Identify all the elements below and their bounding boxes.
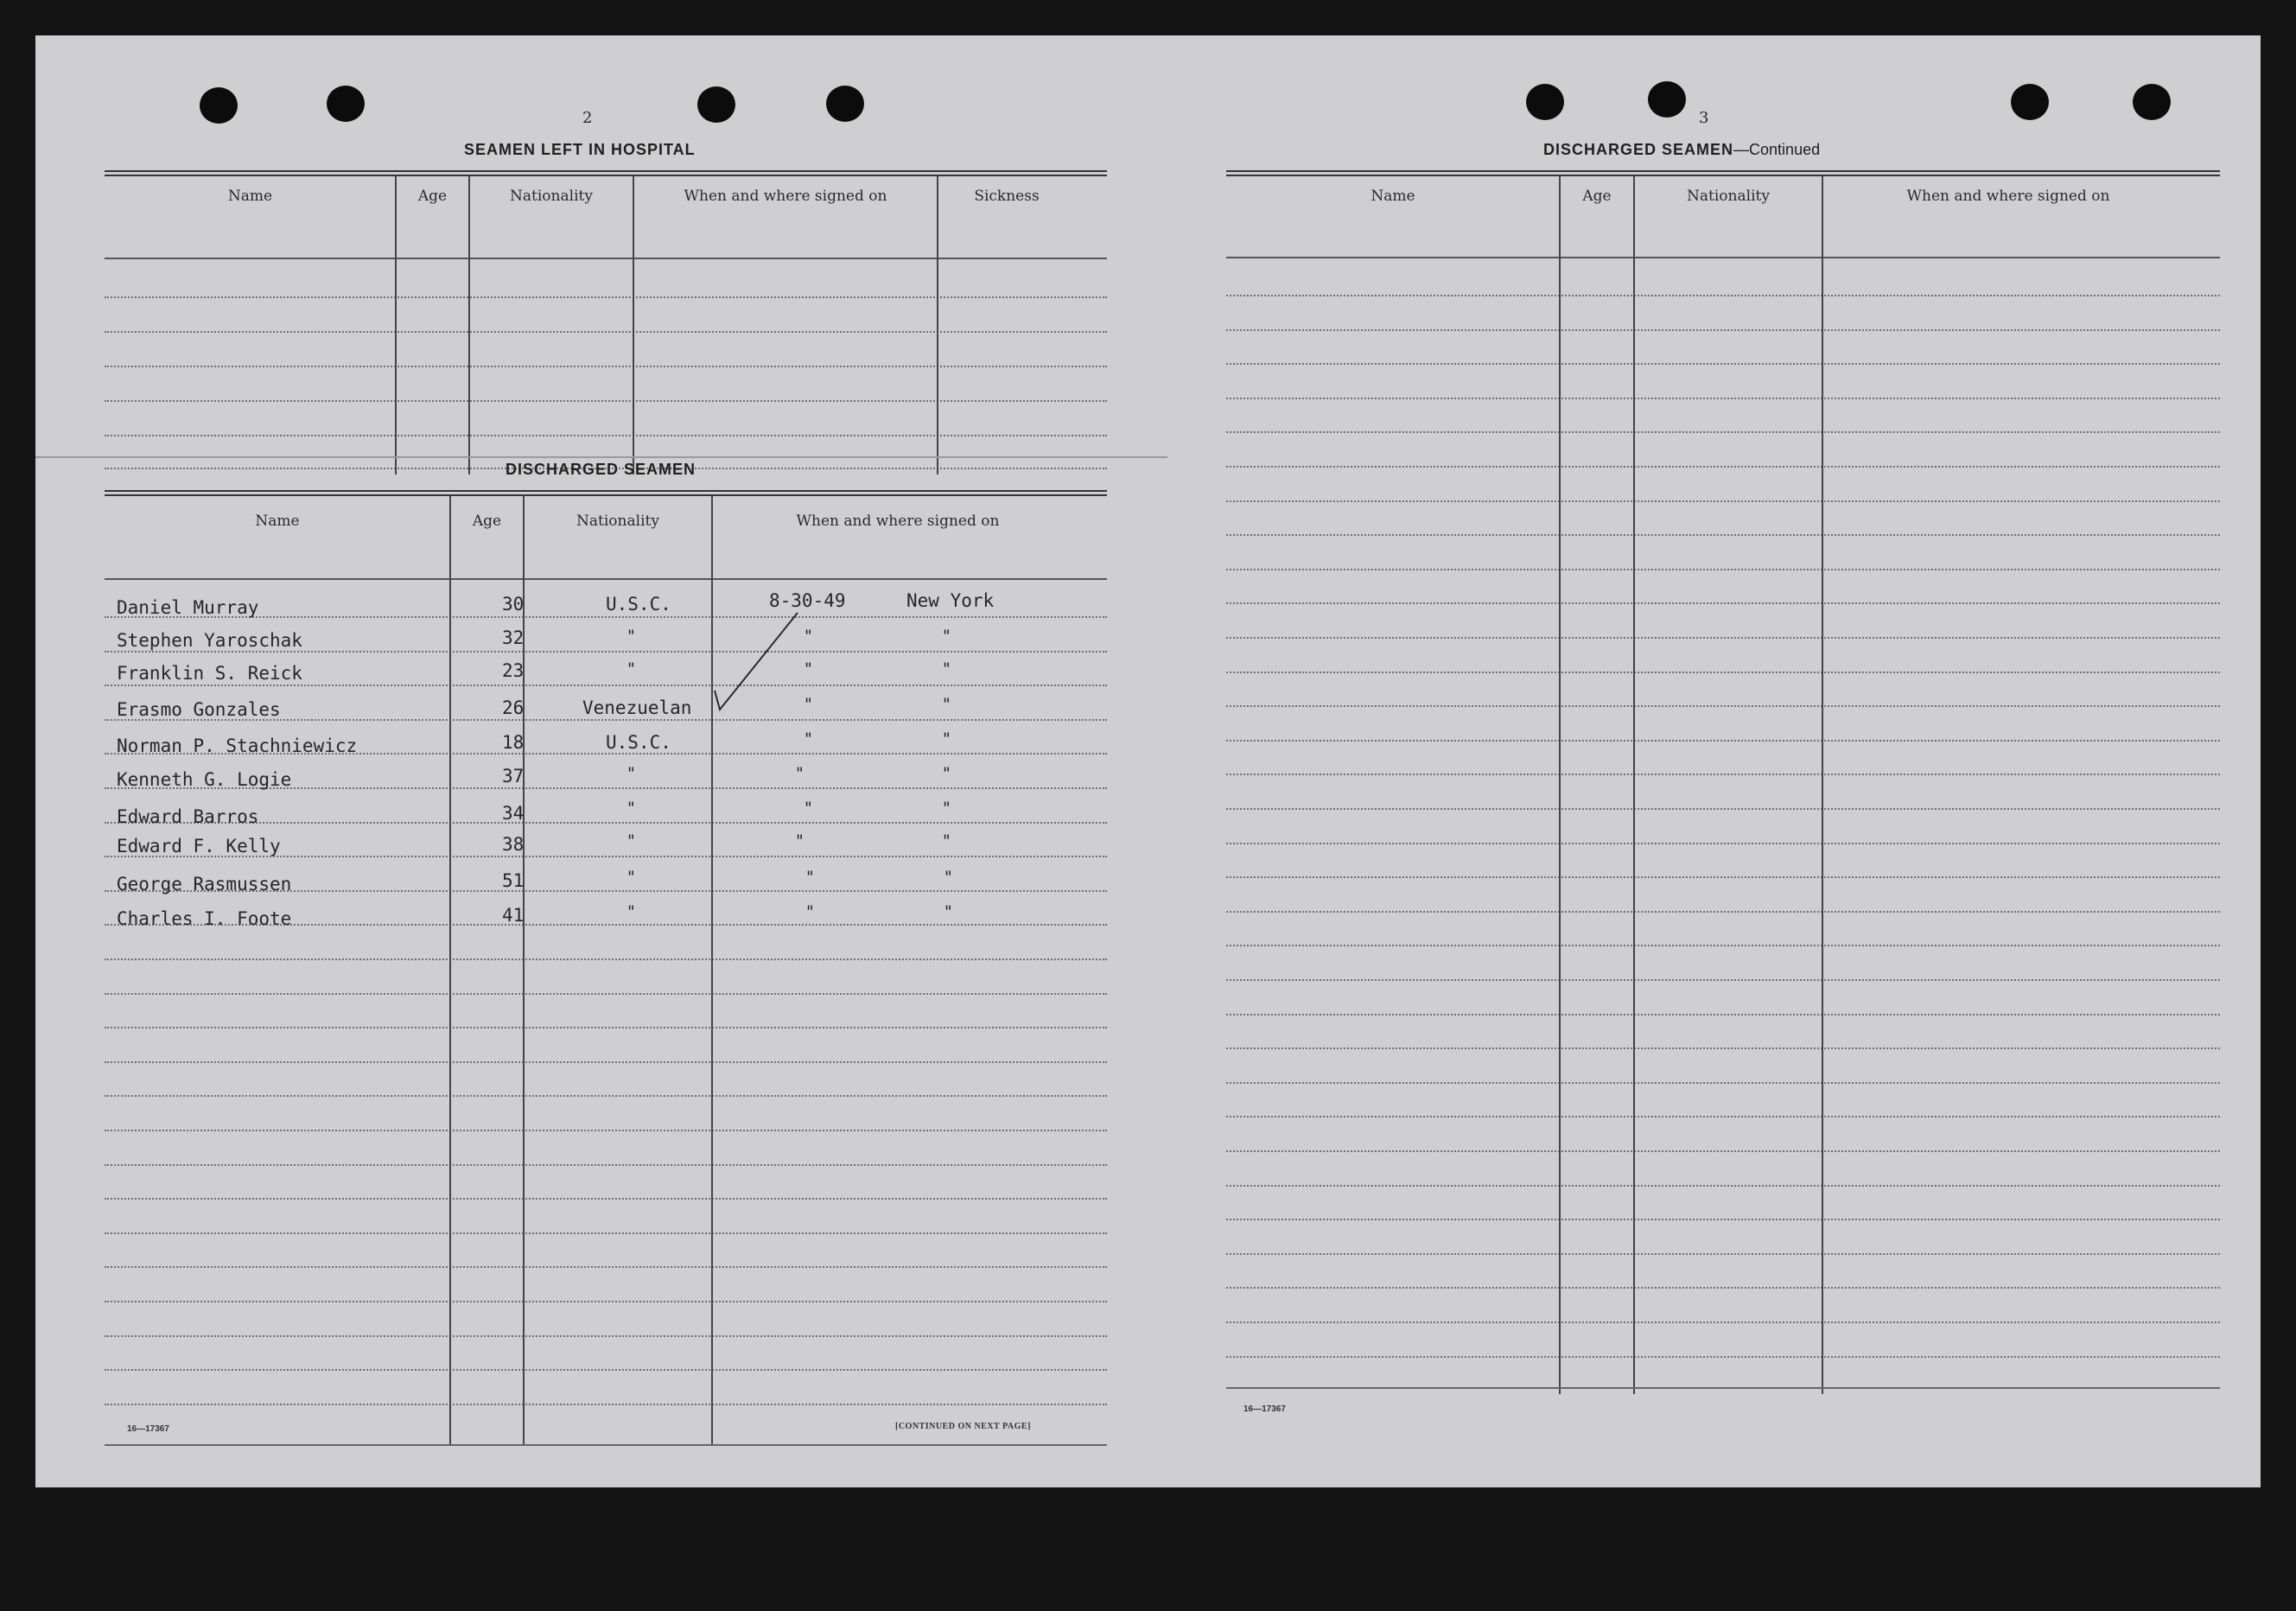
crew-signed-place: New York xyxy=(906,590,995,611)
punch-hole xyxy=(200,87,238,124)
ruled-line xyxy=(1226,1185,2220,1187)
ruled-line xyxy=(1226,1321,2220,1323)
ruled-line xyxy=(1226,398,2220,399)
ruled-line xyxy=(105,1369,1107,1371)
crew-age: 41 xyxy=(502,905,525,926)
crew-signed-date: " xyxy=(806,868,814,887)
crew-name: Edward F. Kelly xyxy=(117,836,281,856)
crew-signed-date: " xyxy=(796,831,804,850)
crew-name: Stephen Yaroschak xyxy=(117,630,302,651)
discharged-header-name: Name xyxy=(255,513,300,530)
crew-name: Daniel Murray xyxy=(117,597,259,618)
ruled-line xyxy=(105,993,1107,995)
right-header-signed-on: When and where signed on xyxy=(1906,188,2110,205)
ruled-line xyxy=(1226,979,2220,981)
ruled-line xyxy=(1226,1287,2220,1289)
ruled-line xyxy=(1226,1014,2220,1016)
punch-hole xyxy=(1526,84,1564,120)
discharged-header-signed-on: When and where signed on xyxy=(796,513,1000,530)
crew-signed-date: " xyxy=(805,799,812,818)
crew-signed-place: " xyxy=(943,627,951,646)
ruled-line xyxy=(1226,295,2220,296)
crew-age: 34 xyxy=(502,803,525,824)
crew-signed-place: " xyxy=(943,799,951,818)
hospital-section-title: SEAMEN LEFT IN HOSPITAL xyxy=(464,141,696,158)
ruled-line xyxy=(105,1335,1107,1337)
discharged-continued-table xyxy=(1226,170,2220,1432)
punch-hole xyxy=(1648,81,1686,118)
ruled-line xyxy=(1226,1219,2220,1220)
ruled-line xyxy=(1226,672,2220,673)
ruled-line xyxy=(1226,1150,2220,1152)
hospital-header-sickness: Sickness xyxy=(974,188,1040,205)
crew-signed-date: " xyxy=(805,695,812,714)
right-title-main: DISCHARGED SEAMEN xyxy=(1543,141,1734,158)
ruled-line xyxy=(105,1164,1107,1166)
ruled-line xyxy=(105,1301,1107,1302)
crew-name: Kenneth G. Logie xyxy=(117,769,292,790)
crew-name: George Rasmussen xyxy=(117,874,292,895)
ruled-line xyxy=(1226,1116,2220,1118)
crew-age: 30 xyxy=(502,594,525,614)
crew-age: 51 xyxy=(502,870,525,891)
discharged-header-age: Age xyxy=(472,513,502,530)
crew-name: Edward Barros xyxy=(117,806,259,827)
form-code-left: 16—17367 xyxy=(127,1424,169,1434)
crew-signed-date: " xyxy=(805,729,812,748)
crew-signed-place: " xyxy=(943,729,951,748)
crew-name: Franklin S. Reick xyxy=(117,663,302,684)
crew-nationality: " xyxy=(627,799,635,818)
crew-age: 38 xyxy=(502,834,525,855)
ruled-line xyxy=(1226,1047,2220,1049)
ruled-line xyxy=(105,1266,1107,1268)
crew-nationality: U.S.C. xyxy=(606,594,671,614)
crew-nationality: " xyxy=(627,831,635,850)
crew-signed-date: " xyxy=(806,902,814,921)
punch-hole xyxy=(697,86,735,123)
hospital-header-age: Age xyxy=(417,188,448,205)
ruled-line xyxy=(1226,876,2220,878)
crew-nationality: " xyxy=(627,902,635,921)
ruled-line xyxy=(105,685,1107,686)
crew-nationality: U.S.C. xyxy=(606,732,671,753)
hospital-header-name: Name xyxy=(227,188,273,205)
hospital-header-nationality: Nationality xyxy=(510,188,593,205)
ruled-line xyxy=(1226,329,2220,331)
crew-signed-place: " xyxy=(944,902,952,921)
page-number-right: 3 xyxy=(1699,109,1709,127)
ruled-line xyxy=(1226,705,2220,707)
page-number-left: 2 xyxy=(582,109,593,127)
right-title-suffix: —Continued xyxy=(1733,141,1821,158)
ruled-line xyxy=(1226,740,2220,742)
punch-hole xyxy=(2011,84,2049,120)
right-header-age: Age xyxy=(1582,188,1612,205)
crew-age: 23 xyxy=(502,660,525,681)
crew-signed-date: " xyxy=(805,659,812,678)
ruled-line xyxy=(1226,911,2220,913)
crew-nationality: " xyxy=(627,764,635,783)
ruled-line xyxy=(105,1404,1107,1405)
crew-name: Charles I. Foote xyxy=(117,908,292,929)
crew-signed-place: " xyxy=(943,764,951,783)
punch-hole xyxy=(2133,84,2171,120)
ruled-line xyxy=(1226,1082,2220,1084)
discharged-header-nationality: Nationality xyxy=(576,513,659,530)
punch-hole xyxy=(327,86,365,122)
crew-nationality: Venezuelan xyxy=(582,697,692,718)
crew-age: 18 xyxy=(502,732,525,753)
crew-nationality: " xyxy=(627,627,635,646)
crew-age: 37 xyxy=(502,766,525,786)
discharged-table xyxy=(105,490,1107,1449)
right-section-title xyxy=(1543,141,1820,159)
ruled-line xyxy=(1226,363,2220,365)
right-header-name: Name xyxy=(1371,188,1415,205)
ruled-line xyxy=(1226,569,2220,570)
crew-signed-place: " xyxy=(944,868,952,887)
continued-note: [CONTINUED ON NEXT PAGE] xyxy=(895,1422,1031,1431)
ruled-line xyxy=(1226,945,2220,946)
ruled-line xyxy=(105,1027,1107,1028)
ruled-line xyxy=(105,1130,1107,1131)
ruled-line xyxy=(1226,774,2220,775)
ledger-paper xyxy=(35,35,2261,1487)
form-code-right: 16—17367 xyxy=(1243,1404,1286,1414)
ruled-line xyxy=(1226,500,2220,502)
crew-age: 26 xyxy=(502,697,525,718)
crew-signed-date: 8-30-49 xyxy=(769,590,846,611)
ruled-line xyxy=(105,1095,1107,1097)
crew-signed-date: " xyxy=(796,764,804,783)
ruled-line xyxy=(1226,1356,2220,1358)
hospital-table xyxy=(105,170,1107,476)
crew-nationality: " xyxy=(627,868,635,887)
crew-signed-place: " xyxy=(943,831,951,850)
ruled-line xyxy=(105,1232,1107,1234)
hospital-header-signed-on: When and where signed on xyxy=(684,188,887,205)
check-mark-icon xyxy=(708,608,803,720)
ruled-line xyxy=(1226,431,2220,433)
ruled-line xyxy=(105,1061,1107,1063)
crew-name: Norman P. Stachniewicz xyxy=(117,735,358,756)
discharged-section-title: DISCHARGED SEAMEN xyxy=(506,461,696,478)
crew-nationality: " xyxy=(627,659,635,678)
crew-signed-place: " xyxy=(943,695,951,714)
ruled-line xyxy=(1226,602,2220,604)
crew-signed-place: " xyxy=(943,659,951,678)
ruled-line xyxy=(1226,1253,2220,1255)
crew-name: Erasmo Gonzales xyxy=(117,699,281,720)
right-header-nationality: Nationality xyxy=(1687,188,1770,205)
ruled-line xyxy=(105,958,1107,960)
ruled-line xyxy=(105,1198,1107,1200)
ruled-line xyxy=(1226,466,2220,468)
ruled-line xyxy=(1226,637,2220,639)
ruled-line xyxy=(1226,843,2220,844)
crew-age: 32 xyxy=(502,627,525,648)
ruled-line xyxy=(1226,808,2220,810)
crew-signed-date: " xyxy=(805,627,812,646)
ruled-line xyxy=(1226,534,2220,536)
punch-hole xyxy=(826,86,864,122)
